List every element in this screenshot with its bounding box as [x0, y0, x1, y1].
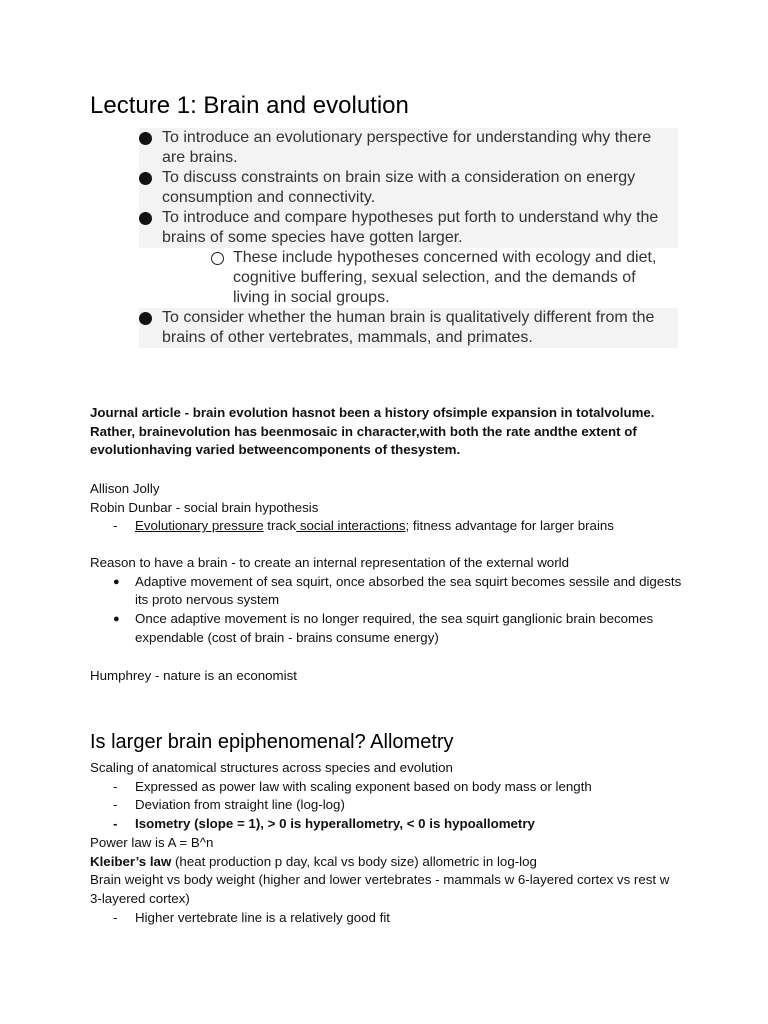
page-title: Lecture 1: Brain and evolution: [90, 92, 409, 119]
brain-weight-note: Brain weight vs body weight (higher and lower vertebrates - mammals w 6-layered cortex vs rest w 3-layered cortex): [90, 872, 670, 906]
objective-text: To introduce and compare hypotheses put forth to understand why the brains of some species have gotten larger.: [162, 209, 659, 246]
objectives-list: [0, 128, 768, 348]
notes-people: [90, 480, 690, 536]
subpoint-text: track: [263, 518, 297, 534]
dash-bullet: -: [113, 797, 118, 813]
bullet-icon: ●: [113, 613, 120, 626]
point-text: Deviation from straight line (log-log): [135, 797, 345, 813]
objective-item: [0, 168, 768, 208]
allometry-notes: [90, 759, 680, 927]
kleiber-term: Kleiber’s law: [90, 853, 172, 869]
hollow-bullet-icon: [211, 252, 224, 265]
underlined-term: social interactions: [296, 518, 406, 534]
objective-text: To consider whether the human brain is qualitatively different from the brains of other vertebrates, mammals, and primates.: [162, 309, 655, 346]
section-heading: Is larger brain epiphenomenal? Allometry: [90, 731, 454, 753]
objective-item: [0, 128, 768, 168]
power-law-note: Power law is A = B^n: [90, 834, 214, 850]
dash-bullet: -: [113, 778, 118, 794]
point-text: Isometry (slope = 1), > 0 is hyperallometry, < 0 is hypoallometry: [135, 816, 535, 832]
objective-text: To introduce an evolutionary perspective for understanding why there are brains.: [162, 129, 652, 166]
humphrey-note: Humphrey - nature is an economist: [90, 668, 297, 683]
kleiber-text: (heat production p day, kcal vs body size) allometric in log-log: [171, 853, 537, 869]
objective-text: To discuss constraints on brain size with a consideration on energy consumption and connectivity.: [162, 169, 636, 206]
allometry-intro: Scaling of anatomical structures across species and evolution: [90, 760, 453, 775]
dunbar-subpoint: [90, 517, 690, 536]
objective-item: [0, 308, 768, 348]
journal-note: Journal article - brain evolution hasnot been a history ofsimple expansion in totalvolume. Rather, brainevolution has beenmosaic in character,with both the rate andthe extent of evolutionhaving varied betweencomponents of thesystem.: [90, 405, 655, 458]
filled-bullet-icon: [139, 132, 152, 145]
objective-text: These include hypotheses concerned with ecology and diet, cognitive buffering, sexual selection, and the demands of living in social groups.: [233, 249, 657, 306]
dash-bullet: -: [113, 518, 118, 534]
bullet-text: Adaptive movement of sea squirt, once absorbed the sea squirt becomes sessile and digests its proto nervous system: [135, 573, 682, 608]
reason-bullet: [90, 610, 690, 647]
kleiber-note: [90, 853, 680, 872]
objective-subitem: [0, 248, 768, 308]
dash-bullet: -: [113, 816, 118, 832]
person-jolly: Allison Jolly: [90, 481, 160, 496]
point-text: Expressed as power law with scaling exponent based on body mass or length: [135, 778, 592, 794]
bullet-text: Once adaptive movement is no longer required, the sea squirt ganglionic brain becomes expendable (cost of brain - brains consume energy): [135, 611, 654, 645]
objective-item: [0, 208, 768, 248]
filled-bullet-icon: [139, 312, 152, 325]
allometry-point: [90, 796, 680, 815]
underlined-term: Evolutionary pressure: [135, 518, 264, 534]
reason-heading: Reason to have a brain - to create an internal representation of the external world: [90, 555, 569, 570]
allometry-point: [90, 778, 680, 797]
person-dunbar: Robin Dunbar - social brain hypothesis: [90, 499, 319, 515]
filled-bullet-icon: [139, 172, 152, 185]
dash-bullet: -: [113, 909, 118, 925]
subpoint-text: ; fitness advantage for larger brains: [405, 518, 614, 534]
reason-bullet: [90, 573, 690, 610]
allometry-point: [90, 909, 680, 928]
bullet-icon: ●: [113, 575, 120, 588]
allometry-point: [90, 815, 680, 834]
reason-section: [90, 554, 690, 648]
point-text: Higher vertebrate line is a relatively good fit: [135, 909, 390, 925]
filled-bullet-icon: [139, 212, 152, 225]
